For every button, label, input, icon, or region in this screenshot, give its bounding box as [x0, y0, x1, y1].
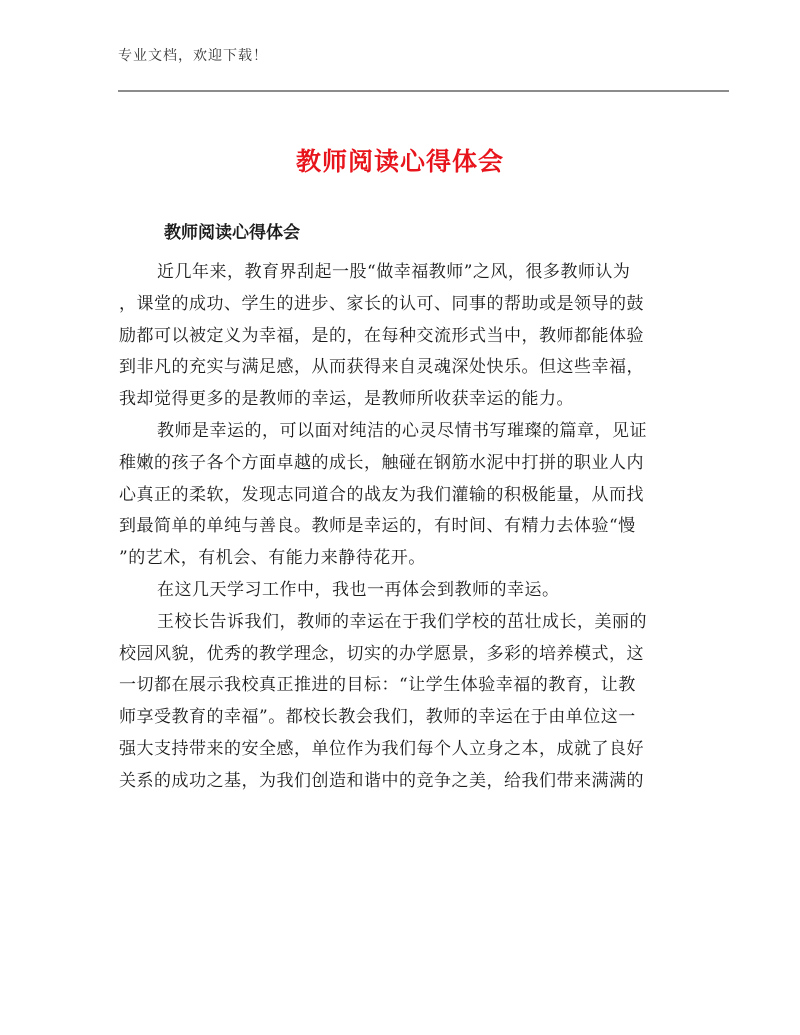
header-note: 专业文档，欢迎下载！: [118, 48, 268, 64]
paragraph-line: 关系的成功之基，为我们创造和谐中的竞争之美，给我们带来满满的: [119, 770, 644, 791]
document-body: [119, 220, 685, 798]
paragraph-line: 到非凡的充实与满足感，从而获得来自灵魂深处快乐。但这些幸福，: [119, 357, 644, 378]
paragraph-line: 教师是幸运的，可以面对纯洁的心灵尽情书写璀璨的篇章，见证: [157, 420, 647, 441]
paragraph-line: ，课堂的成功、学生的进步、家长的认可、同事的帮助或是领导的鼓: [119, 293, 644, 314]
paragraph-line: 在这几天学习工作中，我也一再体会到教师的幸运。: [157, 579, 560, 600]
paragraph: [119, 575, 685, 607]
document-subtitle: 教师阅读心得体会: [164, 223, 300, 243]
paragraph-line: 到最简单的单纯与善良。教师是幸运的，有时间、有精力去体验“慢: [119, 516, 636, 537]
paragraph-line: 王校长告诉我们，教师的幸运在于我们学校的茁壮成长，美丽的: [157, 611, 647, 632]
paragraph-line: 稚嫩的孩子各个方面卓越的成长，触碰在钢筋水泥中打拼的职业人内: [119, 452, 644, 473]
paragraph-line: 近几年来，教育界刮起一股“做幸福教师”之风，很多教师认为: [157, 262, 631, 282]
paragraph: [119, 416, 685, 575]
header-divider: [118, 90, 729, 92]
paragraph-line: 励都可以被定义为幸福，是的，在每种交流形式当中，教师都能体验: [119, 325, 644, 346]
paragraph-line: 心真正的柔软，发现志同道合的战友为我们灌输的积极能量，从而找: [119, 484, 644, 505]
paragraph-line: ”的艺术，有机会、有能力来静待花开。: [119, 548, 426, 569]
paragraph-line: 师享受教育的幸福”。都校长教会我们，教师的幸运在于由单位这一: [119, 707, 636, 728]
paragraph-line: 校园风貌，优秀的教学理念，切实的办学愿景，多彩的培养模式，这: [119, 643, 644, 664]
paragraph-line: 强大支持带来的安全感，单位作为我们每个人立身之本，成就了良好: [119, 738, 644, 759]
document-title: 教师阅读心得体会: [295, 147, 504, 176]
paragraph: [119, 257, 685, 416]
paragraph: [119, 607, 685, 798]
paragraph-list: [119, 257, 685, 798]
paragraph-line: 我却觉得更多的是教师的幸运，是教师所收获幸运的能力。: [119, 389, 574, 410]
paragraph-line: 一切都在展示我校真正推进的目标：“让学生体验幸福的教育，让教: [119, 675, 636, 696]
